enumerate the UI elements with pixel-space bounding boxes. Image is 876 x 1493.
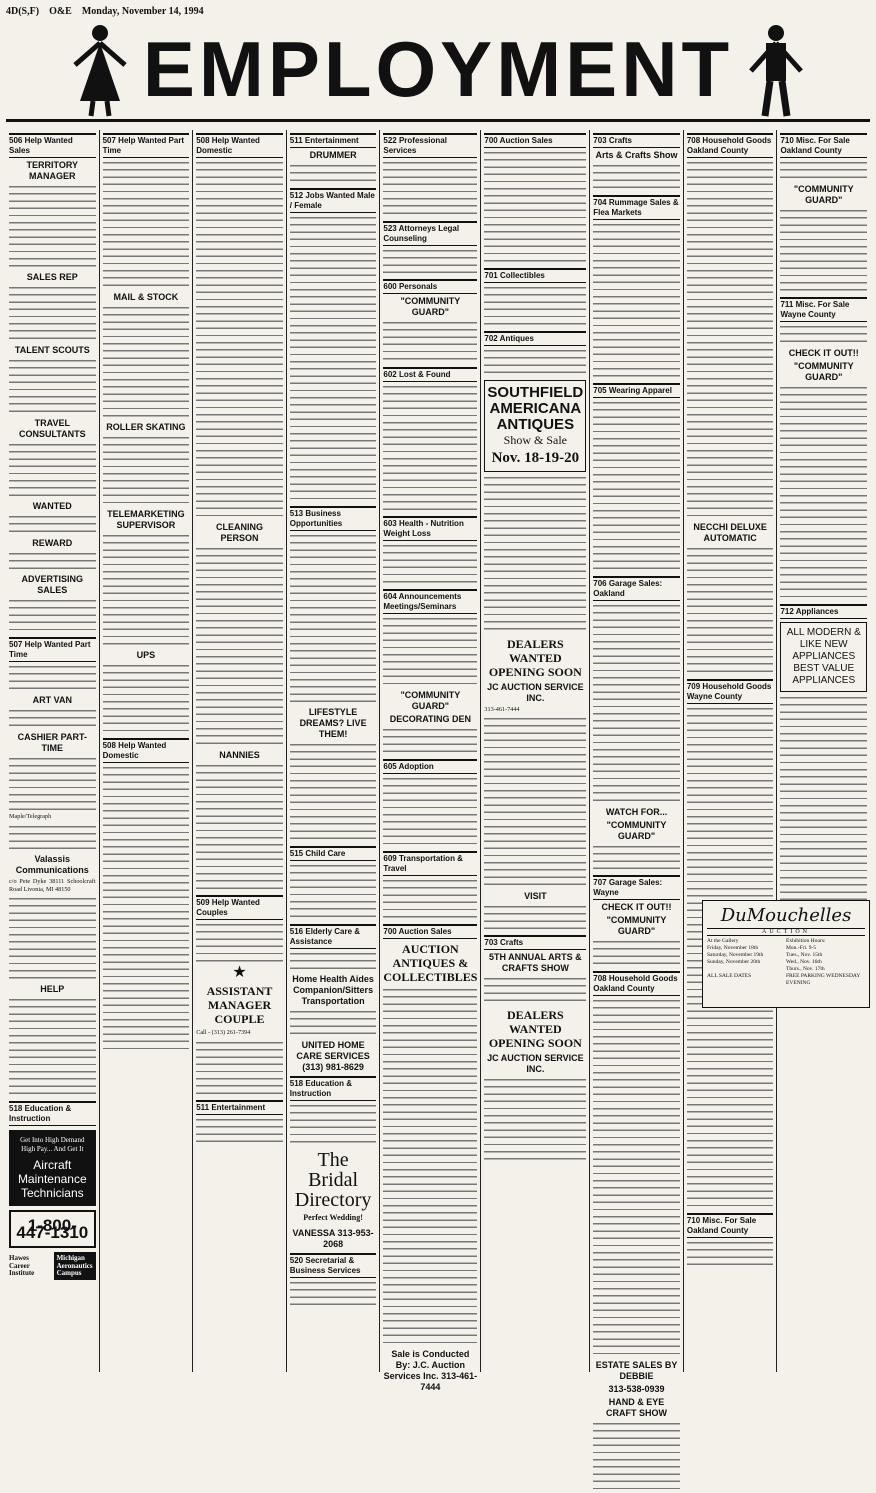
category-header: 516 Elderly Care & Assistance bbox=[290, 924, 377, 949]
category-header: 506 Help Wanted Sales bbox=[9, 133, 96, 158]
star-icon: ★ bbox=[232, 964, 247, 982]
classified-text-block bbox=[383, 543, 477, 586]
ad-headline: 313-538-0939 bbox=[608, 1384, 665, 1395]
column-5 bbox=[380, 130, 481, 1393]
category-header: 511 Entertainment bbox=[290, 133, 377, 148]
ad-headline: "COMMUNITY GUARD" bbox=[400, 690, 461, 712]
ad-headline: DRUMMER bbox=[309, 150, 357, 160]
ad-headline: "COMMUNITY GUARD" bbox=[400, 296, 461, 318]
ad-headline: CLEANING PERSON bbox=[215, 522, 263, 543]
ad-headline: HAND & EYE CRAFT SHOW bbox=[606, 1397, 668, 1419]
ad-headline: CHECK IT OUT!! bbox=[601, 902, 672, 913]
category-header: 701 Collectibles bbox=[484, 268, 586, 283]
auction-cell: Mon.-Fri. 9-5 bbox=[786, 945, 817, 951]
classified-text-block bbox=[593, 400, 680, 573]
classified-text-block bbox=[484, 285, 586, 328]
ad-body: Call - (313) 261-7394 bbox=[196, 1029, 251, 1037]
section-title: EMPLOYMENT bbox=[142, 24, 734, 113]
auction-cell: ALL SALE DATES bbox=[707, 973, 752, 979]
bridal-directory-ad bbox=[290, 1146, 377, 1225]
ad-headline: CASHIER PART-TIME bbox=[17, 731, 87, 753]
auction-cell: Saturday, November 19th bbox=[707, 952, 764, 958]
column-4 bbox=[287, 130, 381, 1372]
classified-text-block bbox=[196, 546, 283, 748]
auction-cell: At the Gallery bbox=[707, 938, 739, 944]
classified-text-block bbox=[687, 1240, 774, 1269]
category-header: 511 Entertainment bbox=[196, 1100, 283, 1115]
ad-body: Maple/Telegraph bbox=[9, 813, 52, 821]
category-header: 600 Personals bbox=[383, 279, 477, 294]
classified-text-block bbox=[290, 1009, 377, 1038]
ad-headline: SALES REP bbox=[26, 272, 78, 283]
category-header: 513 Business Opportunities bbox=[290, 506, 377, 531]
ad-headline: TALENT SCOUTS bbox=[14, 344, 90, 355]
category-header: 522 Professional Services bbox=[383, 133, 477, 158]
auction-cell: Tues., Nov. 15th bbox=[786, 952, 823, 958]
category-header: 700 Auction Sales bbox=[383, 924, 477, 939]
ad-headline-large: ASSISTANT MANAGER COUPLE bbox=[206, 984, 273, 1027]
ad-headline: WATCH FOR... bbox=[605, 806, 668, 817]
classified-text-block bbox=[383, 987, 477, 1347]
southfield-antiques-ad bbox=[484, 380, 586, 472]
category-header: 508 Help Wanted Domestic bbox=[103, 738, 190, 763]
ad-headline: VISIT bbox=[524, 890, 547, 901]
classified-text-block bbox=[9, 184, 96, 270]
category-header: 523 Attorneys Legal Counseling bbox=[383, 221, 477, 246]
auction-sub: AUCTION bbox=[707, 928, 865, 936]
classified-text-block bbox=[383, 727, 477, 756]
auction-cell: Thurs., Nov. 17th bbox=[786, 966, 825, 972]
classified-text-block bbox=[593, 844, 680, 873]
classified-text-block bbox=[593, 939, 680, 968]
classified-text-block bbox=[103, 765, 190, 1053]
classified-text-block bbox=[290, 951, 377, 973]
classified-text-block bbox=[383, 616, 477, 688]
classified-text-block bbox=[780, 208, 867, 294]
category-header: 602 Lost & Found bbox=[383, 367, 477, 382]
ad-body: c/o Pete Dyke 38111 Schoolcraft Road Livonia, MI 48150 bbox=[9, 878, 96, 893]
classified-text-block bbox=[687, 160, 774, 520]
classified-text-block bbox=[383, 160, 477, 218]
ad-headline: "COMMUNITY GUARD" bbox=[606, 819, 667, 841]
aircraft-ad-banner bbox=[9, 1130, 96, 1206]
hawes-institute-logo bbox=[9, 1252, 96, 1280]
ad-headline: ROLLER SKATING bbox=[106, 421, 186, 432]
classified-text-block bbox=[196, 922, 283, 965]
dumouchelles-auction-ad bbox=[702, 900, 870, 1008]
classified-text-block bbox=[9, 598, 96, 634]
category-header: 609 Transportation & Travel bbox=[383, 851, 477, 876]
masthead bbox=[6, 18, 870, 122]
classified-text-block bbox=[484, 475, 586, 633]
auction-cell: Friday, November 18th bbox=[707, 945, 759, 951]
column-7 bbox=[590, 130, 684, 1419]
classified-text-block bbox=[9, 708, 96, 730]
category-header: 709 Household Goods Wayne County bbox=[687, 679, 774, 704]
ad-headline: DECORATING DEN bbox=[389, 714, 472, 725]
column-8 bbox=[684, 130, 778, 1372]
classified-text-block bbox=[9, 514, 96, 536]
classified-text-block bbox=[383, 320, 477, 363]
ad-headline: ADVERTISING SALES bbox=[21, 574, 84, 596]
category-header: 704 Rummage Sales & Flea Markets bbox=[593, 195, 680, 220]
category-header: 518 Education & Instruction bbox=[290, 1076, 377, 1101]
classified-text-block bbox=[484, 904, 586, 933]
banner-tagline: Get Into High Demand High Pay... And Get It bbox=[20, 1135, 85, 1153]
classified-text-block bbox=[383, 248, 477, 277]
classified-text-block bbox=[290, 1103, 377, 1146]
auction-row bbox=[707, 952, 865, 959]
classified-text-block bbox=[103, 663, 190, 735]
auction-row bbox=[707, 966, 865, 973]
classified-text-block bbox=[290, 742, 377, 843]
ad-headline: "COMMUNITY GUARD" bbox=[606, 915, 667, 937]
page-number: 4D(S,F) bbox=[6, 5, 40, 17]
auction-row bbox=[707, 959, 865, 966]
classified-text-block bbox=[484, 976, 586, 1005]
ad-headline: WANTED bbox=[32, 501, 72, 512]
auction-cell: Wed., Nov. 16th bbox=[786, 959, 822, 965]
ad-headline: ESTATE SALES BY DEBBIE bbox=[595, 1360, 678, 1382]
category-header: 509 Help Wanted Couples bbox=[196, 895, 283, 920]
classified-text-block bbox=[484, 716, 586, 889]
category-header: 710 Misc. For Sale Oakland County bbox=[780, 133, 867, 158]
phone-number: 1-800-447-1310 bbox=[9, 1210, 96, 1248]
category-header: 512 Jobs Wanted Male / Female bbox=[290, 188, 377, 213]
bridal-tagline: Perfect Wedding! bbox=[303, 1213, 363, 1223]
category-header: 707 Garage Sales: Wayne bbox=[593, 875, 680, 900]
column-6 bbox=[481, 130, 590, 1372]
category-header: 518 Education & Instruction bbox=[9, 1101, 96, 1126]
category-header: 605 Adoption bbox=[383, 759, 477, 774]
column-2 bbox=[100, 130, 194, 1372]
classified-text-block bbox=[290, 215, 377, 503]
appliances-line1: ALL MODERN & LIKE NEW APPLIANCES bbox=[786, 626, 861, 662]
classified-text-block bbox=[103, 160, 190, 290]
classified-text-block bbox=[9, 824, 96, 853]
ad-headline: LIFESTYLE DREAMS? LIVE THEM! bbox=[299, 707, 367, 740]
ad-headline: TERRITORY MANAGER bbox=[26, 160, 79, 181]
classified-text-block bbox=[484, 1077, 586, 1163]
antiques-dates: Nov. 18-19-20 bbox=[491, 450, 580, 467]
classified-text-block bbox=[9, 551, 96, 573]
bridal-title: The Bridal Directory bbox=[294, 1149, 372, 1212]
auction-row bbox=[707, 938, 865, 945]
hawes-logo-text: Hawes Career Institute bbox=[9, 1254, 35, 1277]
ad-headline: MAIL & STOCK bbox=[113, 291, 179, 302]
classified-text-block bbox=[593, 163, 680, 192]
auction-schedule bbox=[707, 938, 865, 987]
classified-columns bbox=[6, 130, 870, 1419]
auction-cell: Sunday, November 20th bbox=[707, 959, 761, 965]
banner-title: Aircraft Maintenance Technicians bbox=[17, 1157, 87, 1200]
classified-text-block bbox=[687, 546, 774, 676]
ad-headline: VANESSA 313-953-2068 bbox=[292, 1227, 374, 1249]
ad-body: 313-461-7444 bbox=[484, 705, 520, 713]
category-header: 703 Crafts bbox=[593, 133, 680, 148]
classified-text-block bbox=[9, 997, 96, 1098]
ad-headline-large: AUCTION ANTIQUES & COLLECTIBLES bbox=[383, 942, 478, 985]
classified-text-block bbox=[9, 285, 96, 343]
auction-row bbox=[707, 945, 865, 952]
ad-headline: Valassis Communications bbox=[15, 854, 89, 876]
auction-row bbox=[707, 973, 865, 987]
category-header: 700 Auction Sales bbox=[484, 133, 586, 148]
classified-text-block bbox=[290, 863, 377, 921]
classified-text-block bbox=[780, 385, 867, 601]
ad-headline: UNITED HOME CARE SERVICES (313) 981-8629 bbox=[296, 1040, 370, 1073]
classified-text-block bbox=[196, 1040, 283, 1098]
ad-headline: Arts & Crafts Show bbox=[595, 150, 678, 160]
ad-headline-large: DEALERS WANTED OPENING SOON bbox=[488, 636, 582, 679]
classified-text-block bbox=[593, 1421, 680, 1493]
ad-headline: "COMMUNITY GUARD" bbox=[793, 183, 854, 205]
classified-text-block bbox=[9, 664, 96, 693]
classified-text-block bbox=[383, 384, 477, 514]
classified-text-block bbox=[9, 896, 96, 982]
ad-headline: JC AUCTION SERVICE INC. bbox=[487, 681, 584, 703]
man-figure-icon bbox=[741, 21, 811, 117]
classified-text-block bbox=[196, 1117, 283, 1146]
category-header: 710 Misc. For Sale Oakland County bbox=[687, 1213, 774, 1238]
category-header: 702 Antiques bbox=[484, 331, 586, 346]
ad-headline: REWARD bbox=[32, 537, 73, 548]
appliances-ad bbox=[780, 622, 867, 692]
category-header: 508 Help Wanted Domestic bbox=[196, 133, 283, 158]
category-header: 712 Appliances bbox=[780, 604, 867, 619]
auction-cell: FREE PARKING WEDNESDAY EVENING bbox=[786, 973, 861, 986]
classified-text-block bbox=[9, 358, 96, 416]
classified-text-block bbox=[196, 763, 283, 893]
appliances-line2: BEST VALUE APPLIANCES bbox=[792, 662, 856, 686]
ad-headline: TELEMARKETING SUPERVISOR bbox=[107, 508, 185, 530]
ad-headline: 5TH ANNUAL ARTS & CRAFTS SHOW bbox=[488, 952, 582, 974]
classified-text-block bbox=[103, 533, 190, 648]
category-header: 705 Wearing Apparel bbox=[593, 383, 680, 398]
classified-text-block bbox=[103, 305, 190, 420]
classified-text-block bbox=[484, 150, 586, 265]
classified-text-block bbox=[290, 163, 377, 185]
issue-date: Monday, November 14, 1994 bbox=[81, 5, 204, 17]
category-header: 703 Crafts bbox=[484, 935, 586, 950]
ad-headline: "COMMUNITY GUARD" bbox=[793, 360, 854, 382]
classified-text-block bbox=[383, 776, 477, 848]
hawes-campus: Michigan Aeronautics Campus bbox=[54, 1252, 96, 1280]
ad-headline-large: DEALERS WANTED OPENING SOON bbox=[488, 1008, 582, 1051]
classified-text-block bbox=[290, 533, 377, 706]
category-header: 515 Child Care bbox=[290, 846, 377, 861]
ad-headline: HELP bbox=[40, 984, 65, 995]
classified-text-block bbox=[593, 998, 680, 1358]
category-header: 604 Announcements Meetings/Seminars bbox=[383, 589, 477, 614]
paper-name: O&E bbox=[49, 5, 72, 17]
classified-text-block bbox=[780, 160, 867, 182]
ad-headline: NECCHI DELUXE AUTOMATIC bbox=[693, 522, 767, 543]
woman-figure-icon bbox=[65, 21, 135, 117]
category-header: 507 Help Wanted Part Time bbox=[103, 133, 190, 158]
category-header: 708 Household Goods Oakland County bbox=[687, 133, 774, 158]
auction-cell bbox=[707, 966, 786, 973]
classified-text-block bbox=[484, 348, 586, 377]
classified-text-block bbox=[196, 160, 283, 520]
auction-cell: Exhibition Hours: bbox=[786, 938, 826, 944]
ad-headline: TRAVEL CONSULTANTS bbox=[18, 417, 86, 439]
classified-text-block bbox=[780, 324, 867, 346]
ad-headline: Home Health Aides Companion/Sitters Transportation bbox=[292, 974, 374, 1007]
column-1 bbox=[6, 130, 100, 1372]
category-header: 603 Health - Nutrition Weight Loss bbox=[383, 516, 477, 541]
category-header: 507 Help Wanted Part Time bbox=[9, 637, 96, 662]
category-header: 520 Secretarial & Business Services bbox=[290, 1253, 377, 1278]
auction-logo: DuMouchelles bbox=[720, 905, 852, 926]
classified-text-block bbox=[9, 756, 96, 814]
classified-text-block bbox=[383, 878, 477, 921]
ad-headline: CHECK IT OUT!! bbox=[788, 347, 859, 358]
antiques-title: SOUTHFIELD AMERICANA ANTIQUES bbox=[487, 384, 584, 434]
classified-text-block bbox=[103, 435, 190, 507]
ad-headline: ART VAN bbox=[32, 695, 72, 706]
ad-headline: UPS bbox=[136, 649, 156, 660]
column-9 bbox=[777, 130, 870, 1372]
ad-headline: Sale is Conducted By: J.C. Auction Services Inc. 313-461-7444 bbox=[383, 1349, 478, 1393]
classified-text-block bbox=[290, 1280, 377, 1309]
folio bbox=[6, 4, 870, 18]
classified-text-block bbox=[593, 222, 680, 380]
antiques-sub: Show & Sale bbox=[503, 433, 567, 448]
category-header: 711 Misc. For Sale Wayne County bbox=[780, 297, 867, 322]
ad-headline: JC AUCTION SERVICE INC. bbox=[487, 1053, 584, 1075]
classified-text-block bbox=[593, 603, 680, 805]
classified-text-block bbox=[9, 442, 96, 500]
category-header: 708 Household Goods Oakland County bbox=[593, 971, 680, 996]
category-header: 706 Garage Sales: Oakland bbox=[593, 576, 680, 601]
column-3 bbox=[193, 130, 287, 1372]
ad-headline: NANNIES bbox=[219, 749, 260, 760]
